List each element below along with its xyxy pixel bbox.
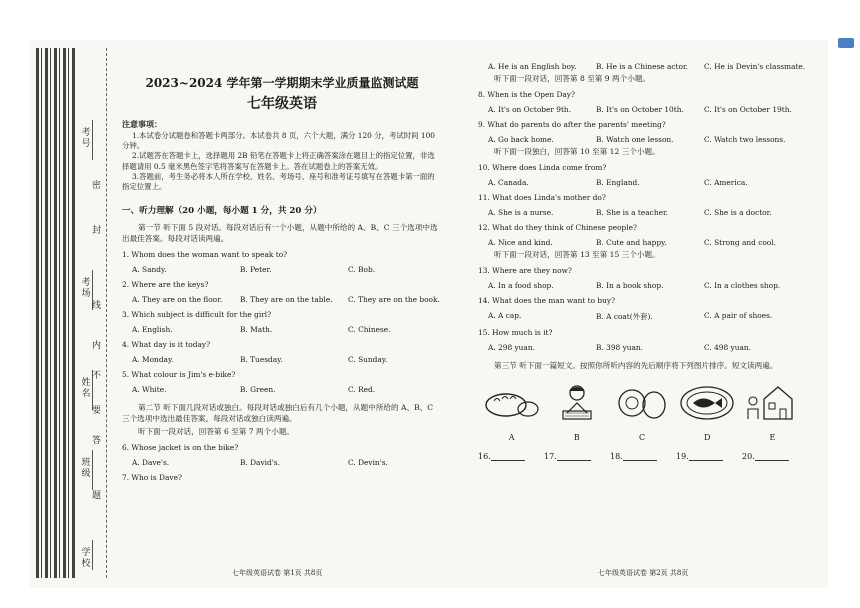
question-4: 4. What day is it today?: [122, 340, 211, 350]
blank-16[interactable]: [478, 452, 544, 461]
option-b[interactable]: B. Peter.: [240, 265, 272, 275]
field-name[interactable]: [78, 370, 93, 410]
options-2: [132, 295, 442, 304]
blank-19[interactable]: [676, 452, 742, 461]
blank-number: 18.: [610, 452, 623, 461]
option-a[interactable]: A. In a food shop.: [488, 281, 554, 290]
options-11: [488, 208, 808, 217]
option-b[interactable]: B. 398 yuan.: [596, 343, 644, 352]
options-1: [132, 265, 442, 274]
option-a[interactable]: A. Go back home.: [488, 135, 554, 144]
blank-line[interactable]: [623, 460, 657, 461]
seal-char: 要: [92, 406, 102, 416]
option-a[interactable]: A. Canada.: [488, 178, 529, 187]
question-5: 5. What colour is Jim's e-bike?: [122, 370, 236, 380]
option-c[interactable]: C. It's on October 19th.: [704, 105, 792, 114]
section-title-listening: 一、听力理解（20 小题，每小题 1 分，共 20 分）: [122, 206, 322, 217]
eggs-icon: [614, 383, 670, 423]
field-kaohao[interactable]: [78, 120, 93, 160]
blank-line[interactable]: [557, 460, 591, 461]
option-b[interactable]: B. In a book shop.: [596, 281, 664, 290]
options-8: [488, 105, 808, 114]
blank-number: 19.: [676, 452, 689, 461]
option-b[interactable]: B. Math.: [240, 325, 273, 335]
notice-item: 3.答题前，考生务必将本人所在学校、姓名、考场号、座号和准考证号填写在答题卡第一面的指定位置上。: [122, 171, 435, 192]
option-c[interactable]: C. Watch two lessons.: [704, 135, 786, 144]
notice-item: 2.试题答在答题卡上，选择题用 2B 铅笔在答题卡上将正确答案涂在题目上的指定位置，非选择题请用 0.5 毫米黑色签字笔将答案写在答题卡上。答在试题卷上的答案无效。: [122, 151, 435, 171]
barcode-strip: [36, 48, 76, 578]
option-a[interactable]: A. A cap.: [488, 311, 522, 320]
label-class: 班级: [81, 458, 91, 479]
label-school: 学校: [81, 548, 91, 569]
options-12: [488, 238, 808, 247]
option-a[interactable]: A. It's on October 9th.: [488, 105, 572, 114]
options-10: [488, 178, 808, 187]
right-column: [478, 62, 808, 461]
field-school[interactable]: [78, 540, 93, 570]
option-a[interactable]: A. He is an English boy.: [488, 62, 577, 71]
option-c[interactable]: C. America.: [704, 178, 748, 187]
option-a[interactable]: A. 298 yuan.: [488, 343, 535, 352]
blank-18[interactable]: [610, 452, 676, 461]
options-9: [488, 135, 808, 144]
option-b[interactable]: B. They are on the table.: [240, 295, 333, 305]
options-7: [488, 62, 808, 71]
picture-e: [743, 383, 802, 442]
label-name: 姓名: [81, 378, 91, 399]
question-3: 3. Which subject is difficult for the girl?: [122, 310, 272, 320]
house-family-icon: [744, 383, 800, 423]
option-c[interactable]: C. Bob.: [348, 265, 376, 275]
picture-c: [612, 383, 671, 442]
option-c[interactable]: C. In a clothes shop.: [704, 281, 781, 290]
picture-letter: A: [508, 433, 515, 442]
question-12: 12. What do they think of Chinese people?: [478, 223, 637, 232]
listen-6-7: 听下面一段对话，回答第 6 至第 7 两个小题。: [138, 427, 295, 437]
blank-number: 16.: [478, 452, 491, 461]
seal-char: 题: [92, 491, 102, 501]
option-b[interactable]: B. Tuesday.: [240, 355, 283, 365]
fish-dish-icon: [679, 383, 735, 423]
question-9: 9. What do parents do after the parents' meeting?: [478, 120, 666, 129]
label-kaohao: 考号: [81, 128, 91, 149]
picture-row: [482, 383, 808, 442]
options-6: [132, 458, 442, 467]
options-13: [488, 281, 808, 290]
options-4: [132, 355, 442, 364]
notice-item: 1.本试卷分试题卷和答题卡两部分。本试卷共 8 页，六个大题，满分 120 分，考试时间 100 分钟。: [122, 131, 435, 151]
option-a[interactable]: A. They are on the floor.: [132, 295, 223, 305]
options-14: [488, 311, 808, 322]
question-15: 15. How much is it?: [478, 328, 553, 337]
listen-13-15: 听下面一段对话，回答第 13 至第 15 三个小题。: [494, 250, 660, 259]
picture-letter: E: [769, 433, 776, 442]
question-13: 13. Where are they now?: [478, 266, 572, 275]
left-column: [122, 66, 442, 482]
question-11: 11. What does Linda's mother do?: [478, 193, 606, 202]
question-10: 10. Where does Linda come from?: [478, 163, 607, 172]
option-c[interactable]: C. 498 yuan.: [704, 343, 751, 352]
question-14: 14. What does the man want to buy?: [478, 296, 616, 305]
question-1: 1. Whom does the woman want to speak to?: [122, 250, 288, 260]
option-a[interactable]: A. Sandy.: [132, 265, 167, 275]
option-a[interactable]: A. Nice and kind.: [488, 238, 553, 247]
footer-right: 七年级英语试卷 第2页 共8页: [598, 569, 689, 577]
blank-line[interactable]: [689, 460, 723, 461]
picture-d: [678, 383, 737, 442]
option-c[interactable]: C. They are on the book.: [348, 295, 440, 305]
picture-a: [482, 383, 541, 442]
blank-number: 17.: [544, 452, 557, 461]
app-corner-icon: [838, 38, 854, 48]
options-3: [132, 325, 442, 334]
seal-line: [106, 48, 107, 578]
option-c[interactable]: C. Sunday.: [348, 355, 388, 365]
option-a[interactable]: A. Dave's.: [132, 458, 170, 468]
options-15: [488, 343, 808, 352]
listen-10-12: 听下面一段独白，回答第 10 至第 12 三个小题。: [494, 147, 660, 156]
option-b[interactable]: B. Cute and happy.: [596, 238, 667, 247]
binding-strip: [80, 48, 114, 578]
option-c[interactable]: C. Strong and cool.: [704, 238, 776, 247]
picture-b: [547, 383, 606, 442]
seal-char: 封: [92, 226, 102, 236]
question-2: 2. Where are the keys?: [122, 280, 209, 290]
seal-char: 密: [92, 181, 102, 191]
seal-char: 线: [92, 301, 102, 311]
blank-17[interactable]: [544, 452, 610, 461]
picture-letter: D: [704, 433, 711, 442]
option-b[interactable]: B. Green.: [240, 385, 276, 395]
notice-heading: 注意事项：: [122, 119, 162, 129]
question-8: 8. When is the Open Day?: [478, 90, 575, 99]
question-7: 7. Who is Dave?: [122, 473, 182, 483]
options-5: [132, 385, 442, 394]
option-a[interactable]: A. She is a nurse.: [488, 208, 554, 217]
blank-20[interactable]: [742, 452, 808, 461]
field-class[interactable]: [78, 450, 93, 490]
part3-instructions: 第三节 听下面一篇短文。按照你所听内容的先后顺序将下列图片排序。短文读两遍。: [494, 361, 778, 370]
option-c[interactable]: C. She is a doctor.: [704, 208, 772, 217]
question-6: 6. Whose jacket is on the bike?: [122, 443, 239, 453]
listen-8-9: 听下面一段对话，回答第 8 至第 9 两个小题。: [494, 74, 651, 83]
option-c[interactable]: C. Chinese.: [348, 325, 391, 335]
option-a[interactable]: A. Monday.: [132, 355, 174, 365]
option-b[interactable]: B. It's on October 10th.: [596, 105, 684, 114]
option-b[interactable]: B. England.: [596, 178, 640, 187]
exam-subject: 七年级英语: [247, 96, 317, 112]
option-a[interactable]: A. English.: [132, 325, 173, 335]
footer-left: 七年级英语试卷 第1页 共8页: [232, 569, 323, 577]
answer-blanks: [478, 452, 808, 461]
part1-instructions: 第一节 听下面 5 段对话。每段对话后有一个小题，从题中所给的 A、B、C 三个选项中选出最佳答案。每段对话读两遍。: [122, 223, 438, 244]
blank-number: 20.: [742, 452, 755, 461]
field-kaochang[interactable]: [78, 270, 93, 310]
blank-line[interactable]: [491, 460, 525, 461]
seal-char: 内: [92, 341, 102, 351]
seal-char: 答: [92, 436, 102, 446]
option-b[interactable]: B. He is a Chinese actor.: [596, 62, 689, 71]
part2-instructions: 第二节 听下面几段对话或独白。每段对话或独白后有几个小题，从题中所给的 A、B、C 三个选项中选出最佳答案。每段对话或独白读两遍。: [122, 403, 434, 424]
option-b[interactable]: B. A coat(外套).: [596, 312, 653, 321]
option-c[interactable]: C. Red.: [348, 385, 376, 395]
option-b[interactable]: B. She is a teacher.: [596, 208, 669, 217]
option-b[interactable]: B. Watch one lesson.: [596, 135, 674, 144]
option-b[interactable]: B. David's.: [240, 458, 280, 468]
option-c[interactable]: C. He is Devin's classmate.: [704, 62, 806, 71]
seal-char: 不: [92, 371, 102, 381]
bread-icon: [484, 383, 540, 423]
option-a[interactable]: A. White.: [132, 385, 167, 395]
option-c[interactable]: C. A pair of shoes.: [704, 311, 773, 320]
label-kaochang: 考场: [81, 278, 91, 299]
exam-title: 2023~2024 学年第一学期期末学业质量监测试题: [145, 76, 419, 90]
student-reading-icon: [549, 383, 605, 423]
picture-letter: C: [638, 433, 646, 442]
blank-line[interactable]: [755, 460, 789, 461]
option-c[interactable]: C. Devin's.: [348, 458, 388, 468]
picture-letter: B: [573, 433, 580, 442]
